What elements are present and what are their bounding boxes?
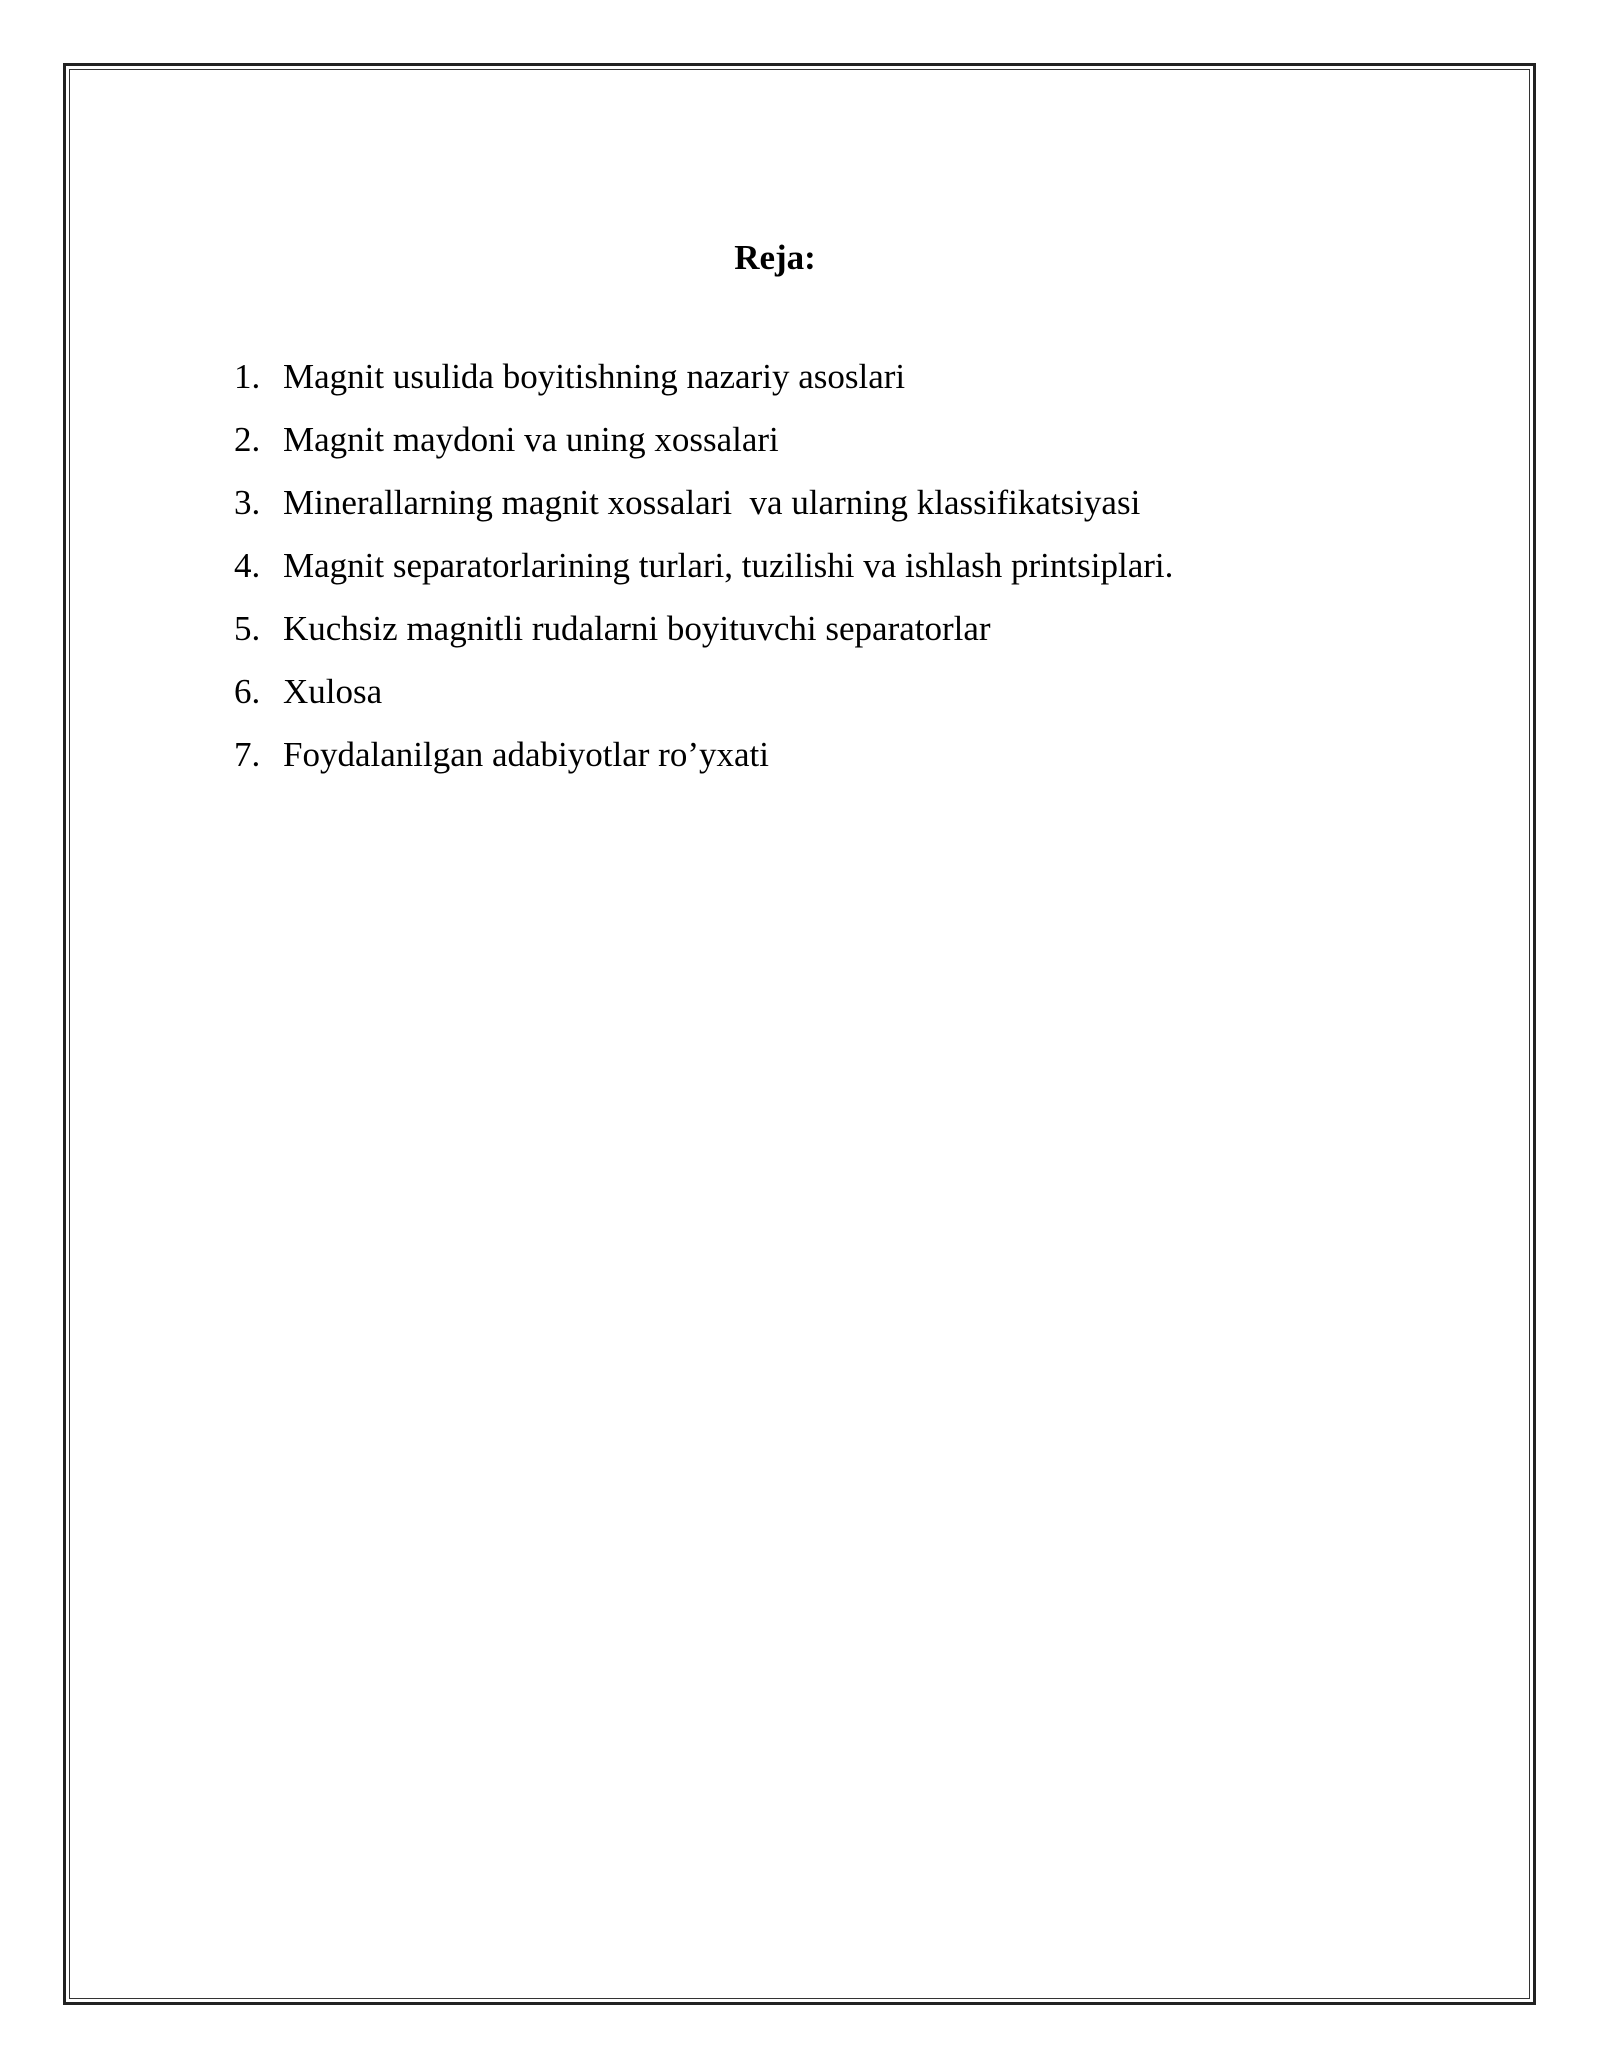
item-text: Magnit maydoni va uning xossalari: [283, 420, 779, 459]
list-item: [234, 354, 1173, 417]
item-text: Magnit separatorlarining turlari, tuzilishi va ishlash printsiplari.: [283, 546, 1174, 585]
list-item: [234, 732, 1173, 795]
item-text: Xulosa: [283, 672, 383, 711]
item-text: Magnit usulida boyitishning nazariy asoslari: [283, 357, 906, 396]
item-number: 1.: [234, 357, 261, 396]
plan-list: [234, 354, 1173, 795]
item-number: 3.: [234, 483, 261, 522]
item-number: 2.: [234, 420, 261, 459]
item-text: Minerallarning magnit xossalari va ularning klassifikatsiyasi: [283, 483, 1141, 522]
item-text: Foydalanilgan adabiyotlar ro’yxati: [283, 735, 769, 774]
item-number: 4.: [234, 546, 261, 585]
item-text: Kuchsiz magnitli rudalarni boyituvchi separatorlar: [283, 609, 991, 648]
item-number: 7.: [234, 735, 261, 774]
list-item: [234, 606, 1173, 669]
item-number: 5.: [234, 609, 261, 648]
page-title: Reja:: [734, 238, 816, 277]
list-item: [234, 480, 1173, 543]
list-item: [234, 417, 1173, 480]
item-number: 6.: [234, 672, 261, 711]
list-item: [234, 543, 1173, 606]
list-item: [234, 669, 1173, 732]
